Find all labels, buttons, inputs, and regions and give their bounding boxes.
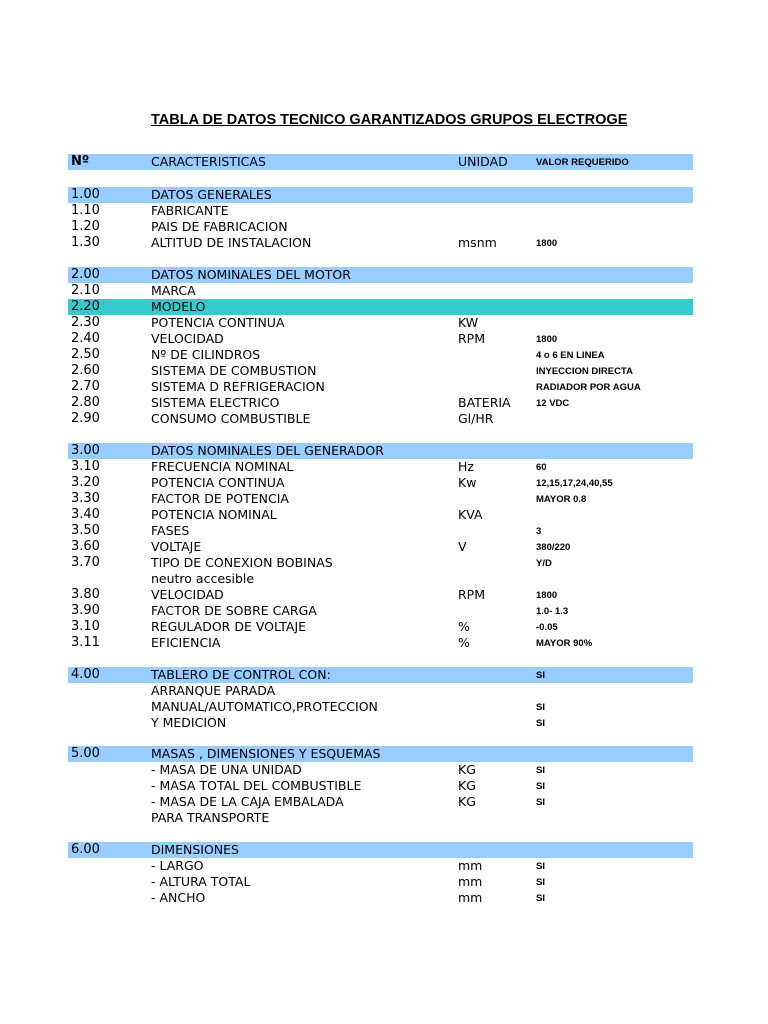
row-unit: KVA (458, 507, 483, 522)
header-unit: UNIDAD (458, 154, 508, 169)
row-number: 3.20 (71, 475, 100, 490)
row-characteristic: DATOS NOMINALES DEL MOTOR (151, 267, 351, 282)
table-row (68, 379, 693, 395)
row-value: SI (536, 702, 545, 713)
table-row (68, 762, 693, 778)
row-number: 3.40 (71, 507, 100, 522)
row-value: 4 o 6 EN LINEA (536, 350, 605, 361)
table-row (68, 874, 693, 890)
table-row (68, 523, 693, 539)
table-row (68, 746, 693, 762)
row-number: 1.00 (71, 187, 100, 202)
table-row (68, 810, 693, 826)
row-characteristic: SISTEMA DE COMBUSTION (151, 363, 317, 378)
table-row (68, 203, 693, 219)
row-value: SI (536, 781, 545, 792)
row-characteristic: - LARGO (151, 858, 204, 873)
row-value: 3 (536, 526, 542, 537)
table-row (68, 778, 693, 794)
table-row (68, 491, 693, 507)
table-row (68, 619, 693, 635)
row-number: 5.00 (71, 746, 100, 761)
row-characteristic: - ANCHO (151, 890, 206, 905)
row-unit: mm (458, 858, 483, 873)
row-characteristic: PARA TRANSPORTE (151, 810, 270, 825)
table-row (68, 299, 693, 315)
row-characteristic: MANUAL/AUTOMATICO,PROTECCION (151, 699, 378, 714)
row-characteristic: MASAS , DIMENSIONES Y ESQUEMAS (151, 746, 381, 761)
table-title: TABLA DE DATOS TECNICO GARANTIZADOS GRUPOS ELECTROGE (151, 112, 628, 128)
row-unit: BATERIA (458, 395, 511, 410)
row-value: 1800 (536, 238, 558, 249)
row-number: 3.10 (71, 459, 100, 474)
row-characteristic: VOLTAJE (151, 539, 202, 554)
table-row (68, 331, 693, 347)
row-unit: RPM (458, 587, 486, 602)
row-number: 3.10 (71, 619, 100, 634)
table-row (68, 235, 693, 251)
row-unit: msnm (458, 235, 497, 250)
row-unit: Hz (458, 459, 474, 474)
row-value: MAYOR 0.8 (536, 494, 587, 505)
table-row (68, 842, 693, 858)
row-characteristic: POTENCIA CONTINUA (151, 315, 285, 330)
row-unit: KG (458, 778, 476, 793)
table-row (68, 283, 693, 299)
table-row (68, 667, 693, 683)
row-unit: RPM (458, 331, 486, 346)
row-number: 2.30 (71, 315, 100, 330)
row-number: 3.50 (71, 523, 100, 538)
row-unit: % (458, 619, 470, 634)
row-characteristic: - ALTURA TOTAL (151, 874, 251, 889)
table-row (68, 715, 693, 731)
header-row (68, 154, 693, 170)
row-number: 1.10 (71, 203, 100, 218)
row-value: MAYOR 90% (536, 638, 593, 649)
row-characteristic: FRECUENCIA NOMINAL (151, 459, 294, 474)
row-unit: KW (458, 315, 479, 330)
row-value: 1800 (536, 334, 558, 345)
row-characteristic: VELOCIDAD (151, 331, 224, 346)
row-number: 2.40 (71, 331, 100, 346)
row-value: 60 (536, 462, 547, 473)
row-characteristic: ARRANQUE PARADA (151, 683, 276, 698)
table-row (68, 683, 693, 699)
table-row (68, 347, 693, 363)
row-characteristic: FACTOR DE SOBRE CARGA (151, 603, 317, 618)
table-row (68, 315, 693, 331)
header-characteristics: CARACTERISTICAS (151, 154, 266, 169)
row-characteristic: FASES (151, 523, 190, 538)
table-row (68, 603, 693, 619)
row-characteristic: MODELO (151, 299, 206, 314)
row-number: 4.00 (71, 667, 100, 682)
table-row (68, 571, 693, 587)
row-value: SI (536, 893, 545, 904)
table-row (68, 587, 693, 603)
row-value: 12 VDC (536, 398, 570, 409)
row-unit: V (458, 539, 467, 554)
row-characteristic: DATOS GENERALES (151, 187, 272, 202)
row-characteristic: Nº DE CILINDROS (151, 347, 261, 362)
row-characteristic: FACTOR DE POTENCIA (151, 491, 289, 506)
row-value: SI (536, 797, 545, 808)
row-characteristic: EFICIENCIA (151, 635, 221, 650)
row-number: 3.60 (71, 539, 100, 554)
row-number: 2.20 (71, 299, 100, 314)
table-row (68, 507, 693, 523)
row-characteristic: DATOS NOMINALES DEL GENERADOR (151, 443, 384, 458)
row-characteristic: TIPO DE CONEXION BOBINAS (151, 555, 333, 570)
row-number: 3.11 (71, 635, 100, 650)
row-number: 1.20 (71, 219, 100, 234)
row-characteristic: SISTEMA ELECTRICO (151, 395, 280, 410)
row-characteristic: TABLERO DE CONTROL CON: (151, 667, 331, 682)
row-characteristic: FABRICANTE (151, 203, 229, 218)
table-row (68, 555, 693, 571)
table-row (68, 635, 693, 651)
row-characteristic: DIMENSIONES (151, 842, 239, 857)
row-number: 3.30 (71, 491, 100, 506)
row-characteristic: ALTITUD DE INSTALACION (151, 235, 312, 250)
row-number: 3.90 (71, 603, 100, 618)
row-characteristic: VELOCIDAD (151, 587, 224, 602)
row-value: SI (536, 765, 545, 776)
row-characteristic: MARCA (151, 283, 196, 298)
row-characteristic: - MASA DE UNA UNIDAD (151, 762, 302, 777)
row-number: 6.00 (71, 842, 100, 857)
header-required-value: VALOR REQUERIDO (536, 157, 629, 168)
table-row (68, 187, 693, 203)
header-num: Nº (71, 154, 90, 169)
row-characteristic: SISTEMA D REFRIGERACION (151, 379, 325, 394)
table-row (68, 395, 693, 411)
table-row (68, 858, 693, 874)
table-row (68, 699, 693, 715)
row-value: SI (536, 670, 545, 681)
row-number: 2.50 (71, 347, 100, 362)
row-number: 1.30 (71, 235, 100, 250)
row-value: SI (536, 718, 545, 729)
row-characteristic: - MASA DE LA CAJA EMBALADA (151, 794, 344, 809)
table-row (68, 794, 693, 810)
row-unit: KG (458, 762, 476, 777)
row-number: 2.00 (71, 267, 100, 282)
row-number: 3.70 (71, 555, 100, 570)
row-value: SI (536, 861, 545, 872)
row-characteristic: REGULADOR DE VOLTAJE (151, 619, 307, 634)
row-number: 2.10 (71, 283, 100, 298)
row-number: 2.80 (71, 395, 100, 410)
row-number: 2.70 (71, 379, 100, 394)
row-characteristic: Y MEDICION (151, 715, 227, 730)
row-unit: KG (458, 794, 476, 809)
row-number: 2.90 (71, 411, 100, 426)
row-value: Y/D (536, 558, 552, 569)
row-value: 12,15,17,24,40,55 (536, 478, 613, 489)
row-number: 3.00 (71, 443, 100, 458)
row-value: 1.0- 1.3 (536, 606, 569, 617)
table-row (68, 363, 693, 379)
table-row (68, 475, 693, 491)
row-value: RADIADOR POR AGUA (536, 382, 641, 393)
row-value: 1800 (536, 590, 558, 601)
row-characteristic: POTENCIA CONTINUA (151, 475, 285, 490)
row-unit: % (458, 635, 470, 650)
row-characteristic: POTENCIA NOMINAL (151, 507, 277, 522)
row-value: INYECCION DIRECTA (536, 366, 633, 377)
row-number: 3.80 (71, 587, 100, 602)
row-unit: Gl/HR (458, 411, 494, 426)
row-characteristic: neutro accesible (151, 571, 255, 586)
table-row (68, 539, 693, 555)
table-row (68, 411, 693, 427)
row-unit: mm (458, 874, 483, 889)
row-number: 2.60 (71, 363, 100, 378)
row-value: SI (536, 877, 545, 888)
row-value: -0.05 (536, 622, 558, 633)
row-unit: Kw (458, 475, 477, 490)
row-characteristic: CONSUMO COMBUSTIBLE (151, 411, 311, 426)
table-row (68, 267, 693, 283)
table-row (68, 459, 693, 475)
table-row (68, 890, 693, 906)
row-characteristic: - MASA TOTAL DEL COMBUSTIBLE (151, 778, 362, 793)
table-row (68, 443, 693, 459)
row-unit: mm (458, 890, 483, 905)
row-characteristic: PAIS DE FABRICACION (151, 219, 288, 234)
row-value: 380/220 (536, 542, 571, 553)
table-row (68, 219, 693, 235)
